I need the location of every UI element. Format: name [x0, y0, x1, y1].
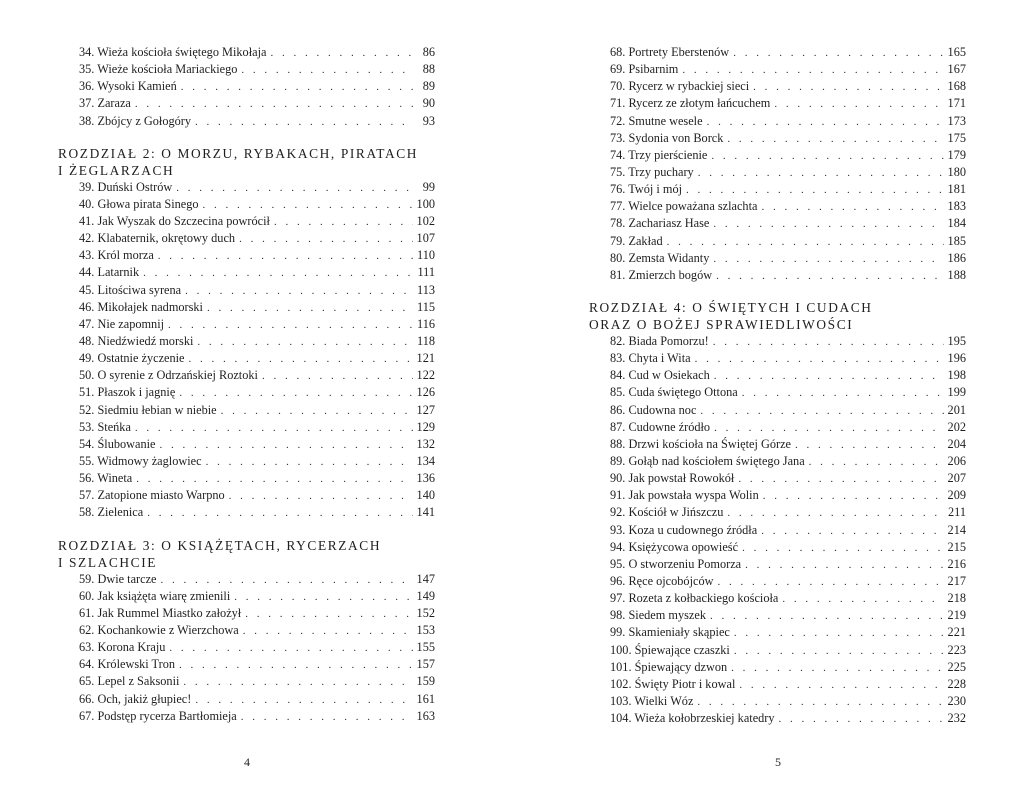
toc-entry-title: 51. Płaszok i jagnię [79, 385, 176, 400]
toc-entry[interactable] [58, 79, 435, 96]
toc-entry-title: 96. Ręce ojcobójców [610, 573, 714, 588]
toc-entry-title: 53. Steńka [79, 419, 131, 434]
toc-entry-title: 99. Skamieniały skąpiec [610, 625, 730, 640]
toc-entry-page: 218 [947, 591, 966, 606]
toc-entry-page: 102 [416, 213, 435, 228]
right-page [589, 45, 966, 728]
toc-entry-page: 183 [947, 199, 966, 214]
toc-entry[interactable] [589, 420, 966, 437]
toc-entry-page: 141 [416, 505, 435, 520]
toc-entry[interactable] [589, 216, 966, 233]
toc-entry-title: 85. Cuda świętego Ottona [610, 385, 738, 400]
toc-entry[interactable] [58, 248, 435, 265]
toc-entry-page: 163 [416, 708, 435, 723]
toc-entry[interactable] [589, 677, 966, 694]
toc-entry-page: 121 [416, 351, 435, 366]
toc-entry[interactable] [58, 283, 435, 300]
toc-entry-title: 69. Psibarnim [610, 62, 679, 77]
toc-entry-page: 201 [947, 402, 966, 417]
toc-entry-title: 65. Lepel z Saksonii [79, 674, 180, 689]
dot-leader [239, 233, 412, 245]
dot-leader [713, 218, 943, 230]
toc-entry-title: 82. Biada Pomorzu! [610, 333, 709, 348]
toc-entry-title: 34. Wieża kościoła świętego Mikołaja [79, 45, 267, 59]
toc-entry[interactable] [58, 488, 435, 505]
dot-leader [274, 216, 413, 228]
toc-entry[interactable] [589, 165, 966, 182]
dot-leader [795, 439, 944, 451]
toc-entry-page: 136 [416, 471, 435, 486]
dot-leader [176, 182, 413, 194]
toc-entry-page: 223 [947, 642, 966, 657]
toc-entry-page: 134 [416, 453, 435, 468]
toc-entry-title: 89. Gołąb nad kościołem świętego Jana [610, 453, 805, 468]
dot-leader [270, 47, 413, 59]
toc-entry-page: 153 [416, 622, 435, 637]
dot-leader [179, 387, 412, 399]
toc-entry[interactable] [589, 114, 966, 131]
toc-entry[interactable] [58, 623, 435, 640]
toc-entry[interactable] [589, 251, 966, 268]
dot-leader [716, 270, 943, 282]
dot-leader [181, 81, 413, 93]
toc-entry-page: 198 [947, 368, 966, 383]
toc-entry-page: 152 [416, 605, 435, 620]
toc-entry-page: 159 [416, 674, 435, 689]
toc-entry-title: 104. Wieża kołobrzeskiej katedry [610, 711, 775, 726]
toc-entry[interactable] [58, 606, 435, 623]
toc-entry-page: 228 [947, 676, 966, 691]
toc-entry-title: 103. Wielki Wóz [610, 693, 694, 708]
toc-entry[interactable] [589, 334, 966, 351]
toc-entry[interactable] [589, 660, 966, 677]
toc-entry-title: 37. Zaraza [79, 96, 131, 111]
toc-entry-title: 57. Zatopione miasto Warpno [79, 488, 225, 503]
toc-entry[interactable] [58, 265, 435, 282]
toc-entry-page: 206 [947, 453, 966, 468]
toc-entry-title: 36. Wysoki Kamień [79, 79, 177, 94]
toc-entry-page: 202 [947, 419, 966, 434]
toc-entry-page: 167 [947, 62, 966, 77]
toc-entry-title: 35. Wieże kościoła Mariackiego [79, 62, 238, 77]
toc-entry-page: 100 [416, 196, 435, 211]
toc-entry-title: 80. Zemsta Widanty [610, 250, 710, 265]
toc-entry[interactable] [589, 45, 966, 62]
dot-leader [731, 662, 943, 674]
toc-entry[interactable] [58, 45, 435, 62]
dot-leader [695, 353, 944, 365]
toc-entry[interactable] [58, 674, 435, 691]
toc-entry[interactable] [58, 214, 435, 231]
toc-entry-title: 62. Kochankowie z Wierzchowa [79, 622, 239, 637]
dot-leader [241, 64, 413, 76]
toc-entry[interactable] [58, 471, 435, 488]
toc-entry[interactable] [58, 351, 435, 368]
toc-entry[interactable] [589, 368, 966, 385]
toc-entry-title: 97. Rozeta z kołbackiego kościoła [610, 591, 779, 606]
dot-leader [667, 236, 944, 248]
toc-entry[interactable] [58, 420, 435, 437]
page-number-right: 5 [775, 755, 781, 769]
toc-entry-page: 230 [947, 693, 966, 708]
toc-entry-page: 219 [947, 608, 966, 623]
toc-entry-page: 179 [947, 147, 966, 162]
toc-entry[interactable] [58, 334, 435, 351]
chapter-heading [58, 145, 435, 179]
toc-entry-page: 86 [422, 45, 435, 59]
toc-entry[interactable] [58, 385, 435, 402]
dot-leader [203, 199, 413, 211]
dot-leader [717, 576, 943, 588]
dot-leader [782, 593, 943, 605]
dot-leader [206, 456, 413, 468]
dot-leader [189, 353, 413, 365]
toc-entry-page: 214 [947, 522, 966, 537]
dot-leader [711, 150, 943, 162]
toc-entry-title: 39. Duński Ostrów [79, 179, 173, 194]
toc-entry-page: 168 [947, 79, 966, 94]
dot-leader [713, 336, 944, 348]
toc-entry[interactable] [589, 148, 966, 165]
toc-entry-title: 91. Jak powstała wyspa Wolin [610, 488, 759, 503]
toc-entry-title: 74. Trzy pierścienie [610, 147, 708, 162]
toc-entry[interactable] [58, 505, 435, 522]
toc-entry-page: 211 [948, 505, 966, 520]
dot-leader [761, 201, 943, 213]
dot-leader [135, 98, 413, 110]
toc-entry-page: 88 [422, 62, 435, 77]
toc-entry[interactable] [589, 557, 966, 574]
toc-entry-title: 77. Wielce poważana szlachta [610, 199, 758, 214]
toc-entry-title: 46. Mikołajek nadmorski [79, 299, 203, 314]
toc-entry-page: 129 [416, 419, 435, 434]
dot-leader [183, 676, 412, 688]
toc-entry[interactable] [589, 96, 966, 113]
toc-entry-title: 38. Zbójcy z Gołogóry [79, 113, 192, 128]
dot-leader [245, 608, 412, 620]
toc-entry-page: 186 [947, 250, 966, 265]
dot-leader [160, 439, 413, 451]
toc-entry-title: 101. Śpiewający dzwon [610, 659, 728, 674]
toc-entry-title: 78. Zachariasz Hase [610, 216, 710, 231]
toc-entry-title: 102. Święty Piotr i kowal [610, 676, 736, 691]
toc-entry-title: 93. Koza u cudownego źródła [610, 522, 758, 537]
toc-entry-page: 110 [417, 248, 435, 263]
toc-entry-title: 66. Och, jakiż głupiec! [79, 691, 192, 706]
toc-entry-page: 122 [416, 368, 435, 383]
toc-entry-page: 215 [947, 539, 966, 554]
chapter-heading-line: ORAZ O BOŻEJ SPRAWIEDLIWOŚCI [589, 316, 854, 332]
dot-leader [734, 645, 944, 657]
toc-entry-page: 184 [947, 216, 966, 231]
toc-entry-page: 140 [416, 488, 435, 503]
dot-leader [136, 473, 412, 485]
toc-entry[interactable] [589, 711, 966, 728]
toc-entry-page: 118 [417, 333, 435, 348]
toc-entry-title: 94. Księżycowa opowieść [610, 539, 739, 554]
toc-entry[interactable] [589, 505, 966, 522]
dot-leader [697, 696, 943, 708]
toc-entry-page: 115 [417, 299, 435, 314]
dot-leader [147, 507, 412, 519]
toc-entry-title: 90. Jak powstał Rowokół [610, 471, 735, 486]
toc-entry-page: 199 [947, 385, 966, 400]
toc-entry-title: 47. Nie zapomnij [79, 316, 165, 331]
toc-entry-title: 45. Litościwa syrena [79, 282, 182, 297]
chapter-heading [589, 299, 966, 333]
toc-entry-page: 180 [947, 164, 966, 179]
toc-entry-title: 50. O syrenie z Odrzańskiej Roztoki [79, 368, 258, 383]
dot-leader [197, 336, 413, 348]
dot-leader [713, 253, 943, 265]
toc-entry-page: 181 [947, 182, 966, 197]
toc-entry-title: 67. Podstęp rycerza Bartłomieja [79, 708, 237, 723]
toc-entry-page: 89 [422, 79, 435, 94]
toc-entry[interactable] [58, 403, 435, 420]
toc-entry-page: 171 [947, 96, 966, 111]
dot-leader [161, 574, 413, 586]
toc-entry-title: 92. Kościół w Jińszczu [610, 505, 724, 520]
toc-entry[interactable] [589, 199, 966, 216]
dot-leader [761, 525, 943, 537]
toc-entry-title: 100. Śpiewające czaszki [610, 642, 730, 657]
dot-leader [714, 422, 943, 434]
dot-leader [727, 133, 943, 145]
toc-entry[interactable] [58, 572, 435, 589]
toc-entry-title: 70. Rycerz w rybackiej sieci [610, 79, 750, 94]
dot-leader [221, 405, 413, 417]
toc-entry-title: 86. Cudowna noc [610, 402, 697, 417]
dot-leader [707, 116, 944, 128]
toc-entry-page: 209 [947, 488, 966, 503]
dot-leader [739, 679, 943, 691]
toc-entry-page: 232 [947, 711, 966, 726]
toc-entry-page: 126 [416, 385, 435, 400]
toc-entry-title: 68. Portrety Eberstenów [610, 45, 730, 59]
toc-entry[interactable] [589, 182, 966, 199]
dot-leader [774, 98, 943, 110]
toc-entry-page: 132 [416, 436, 435, 451]
toc-entry[interactable] [589, 385, 966, 402]
toc-entry-title: 71. Rycerz ze złotym łańcuchem [610, 96, 771, 111]
dot-leader [733, 47, 943, 59]
toc-entry-page: 99 [422, 179, 435, 194]
toc-entry-title: 56. Wineta [79, 471, 133, 486]
toc-entry-title: 81. Zmierzch bogów [610, 267, 713, 282]
dot-leader [195, 694, 412, 706]
toc-entry[interactable] [589, 268, 966, 285]
toc-entry[interactable] [589, 574, 966, 591]
toc-entry-page: 127 [416, 402, 435, 417]
toc-entry[interactable] [589, 643, 966, 660]
toc-entry-title: 42. Klabaternik, okrętowy duch [79, 231, 236, 246]
toc-entry-title: 95. O stworzeniu Pomorza [610, 556, 742, 571]
toc-entry[interactable] [589, 79, 966, 96]
toc-entry-title: 58. Zielenica [79, 505, 144, 520]
dot-leader [686, 184, 944, 196]
dot-leader [229, 490, 413, 502]
toc-entry-page: 157 [416, 657, 435, 672]
toc-entry[interactable] [589, 62, 966, 79]
dot-leader [753, 81, 943, 93]
toc-entry[interactable] [589, 454, 966, 471]
dot-leader [179, 659, 413, 671]
chapter-heading-line: I SZLACHCIE [58, 554, 158, 570]
toc-entry-title: 48. Niedźwiedź morski [79, 333, 194, 348]
left-page [58, 45, 435, 726]
toc-entry[interactable] [589, 694, 966, 711]
toc-entry[interactable] [589, 591, 966, 608]
dot-leader [738, 473, 943, 485]
dot-leader [195, 116, 413, 128]
chapter-heading-line: I ŻEGLARZACH [58, 162, 175, 178]
toc-entry[interactable] [58, 197, 435, 214]
toc-entry-page: 196 [947, 351, 966, 366]
page-number-left: 4 [244, 755, 250, 769]
dot-leader [243, 625, 413, 637]
toc-entry-title: 87. Cudowne źródło [610, 419, 711, 434]
dot-leader [169, 642, 412, 654]
chapter-heading-line: ROZDZIAŁ 4: O ŚWIĘTYCH I CUDACH [589, 299, 873, 315]
toc-entry[interactable] [58, 589, 435, 606]
toc-entry-title: 79. Zakład [610, 233, 663, 248]
toc-entry[interactable] [58, 454, 435, 471]
toc-entry-title: 76. Twój i mój [610, 182, 683, 197]
toc-entry-page: 207 [947, 471, 966, 486]
toc-entry[interactable] [58, 300, 435, 317]
toc-entry-title: 43. Król morza [79, 248, 154, 263]
chapter-heading-line: ROZDZIAŁ 3: O KSIĄŻĘTACH, RYCERZACH [58, 537, 382, 553]
toc-entry[interactable] [58, 231, 435, 248]
toc-entry-title: 40. Głowa pirata Sinego [79, 196, 199, 211]
toc-entry-title: 98. Siedem myszek [610, 608, 706, 623]
toc-entry-title: 61. Jak Rummel Miastko założył [79, 605, 242, 620]
toc-entry[interactable] [58, 692, 435, 709]
toc-entry-page: 90 [422, 96, 435, 111]
dot-leader [234, 591, 412, 603]
toc-entry-page: 217 [947, 573, 966, 588]
dot-leader [143, 267, 413, 279]
toc-entry[interactable] [58, 62, 435, 79]
toc-entry-title: 41. Jak Wyszak do Szczecina powrócił [79, 213, 270, 228]
toc-entry-title: 88. Drzwi kościoła na Świętej Górze [610, 436, 791, 451]
dot-leader [763, 490, 944, 502]
toc-entry[interactable] [58, 317, 435, 334]
toc-entry-page: 195 [947, 333, 966, 348]
toc-entry-title: 75. Trzy puchary [610, 164, 694, 179]
toc-entry-page: 149 [416, 588, 435, 603]
toc-entry[interactable] [58, 640, 435, 657]
toc-entry-page: 216 [947, 556, 966, 571]
toc-entry-page: 204 [947, 436, 966, 451]
toc-entry-page: 107 [416, 231, 435, 246]
toc-entry[interactable] [589, 608, 966, 625]
toc-entry-title: 73. Sydonia von Borck [610, 130, 724, 145]
toc-entry-title: 49. Ostatnie życzenie [79, 351, 185, 366]
toc-entry[interactable] [589, 131, 966, 148]
dot-leader [734, 627, 944, 639]
toc-entry-page: 185 [947, 233, 966, 248]
toc-entry[interactable] [589, 351, 966, 368]
toc-entry[interactable] [589, 488, 966, 505]
toc-entry-title: 63. Korona Kraju [79, 640, 166, 655]
toc-entry-title: 84. Cud w Osiekach [610, 368, 710, 383]
toc-entry-title: 55. Widmowy żaglowiec [79, 453, 202, 468]
toc-entry-page: 116 [417, 316, 435, 331]
dot-leader [262, 370, 413, 382]
toc-entry-page: 175 [947, 130, 966, 145]
toc-entry[interactable] [589, 471, 966, 488]
toc-entry-page: 93 [422, 113, 435, 128]
toc-entry-title: 83. Chyta i Wita [610, 351, 691, 366]
toc-entry-page: 155 [416, 640, 435, 655]
dot-leader [742, 542, 943, 554]
dot-leader [207, 302, 413, 314]
dot-leader [809, 456, 944, 468]
chapter-heading-line: ROZDZIAŁ 2: O MORZU, RYBAKACH, PIRATACH [58, 145, 419, 161]
toc-entry-title: 52. Siedmiu łebian w niebie [79, 402, 217, 417]
toc-entry-page: 173 [947, 113, 966, 128]
toc-entry-page: 147 [416, 571, 435, 586]
toc-entry-title: 72. Smutne wesele [610, 113, 703, 128]
dot-leader [745, 559, 943, 571]
toc-entry[interactable] [589, 540, 966, 557]
toc-entry-title: 59. Dwie tarcze [79, 571, 157, 586]
dot-leader [710, 610, 944, 622]
toc-entry[interactable] [58, 114, 435, 131]
toc-entry-page: 111 [417, 265, 435, 280]
dot-leader [714, 370, 944, 382]
toc-entry[interactable] [58, 180, 435, 197]
toc-entry-page: 225 [947, 659, 966, 674]
toc-entry-page: 165 [947, 45, 966, 59]
toc-entry-title: 44. Latarnik [79, 265, 140, 280]
toc-entry-page: 161 [416, 691, 435, 706]
toc-entry-page: 188 [947, 267, 966, 282]
dot-leader [779, 713, 944, 725]
toc-entry[interactable] [58, 709, 435, 726]
toc-entry-page: 221 [947, 625, 966, 640]
dot-leader [742, 387, 944, 399]
toc-entry-title: 60. Jak książęta wiarę zmienili [79, 588, 231, 603]
toc-entry[interactable] [589, 523, 966, 540]
toc-entry[interactable] [58, 96, 435, 113]
dot-leader [158, 250, 413, 262]
dot-leader [682, 64, 943, 76]
dot-leader [700, 405, 943, 417]
dot-leader [727, 507, 944, 519]
toc-entry[interactable] [589, 625, 966, 642]
dot-leader [241, 711, 413, 723]
dot-leader [135, 422, 413, 434]
chapter-heading [58, 537, 435, 571]
toc-entry-title: 64. Królewski Tron [79, 657, 175, 672]
toc-entry[interactable] [58, 437, 435, 454]
toc-entry[interactable] [58, 368, 435, 385]
toc-entry[interactable] [589, 437, 966, 454]
toc-entry[interactable] [58, 657, 435, 674]
dot-leader [698, 167, 944, 179]
toc-entry[interactable] [589, 403, 966, 420]
toc-entry[interactable] [589, 234, 966, 251]
toc-entry-page: 113 [417, 282, 435, 297]
toc-entry-title: 54. Ślubowanie [79, 436, 156, 451]
dot-leader [168, 319, 413, 331]
dot-leader [185, 285, 413, 297]
